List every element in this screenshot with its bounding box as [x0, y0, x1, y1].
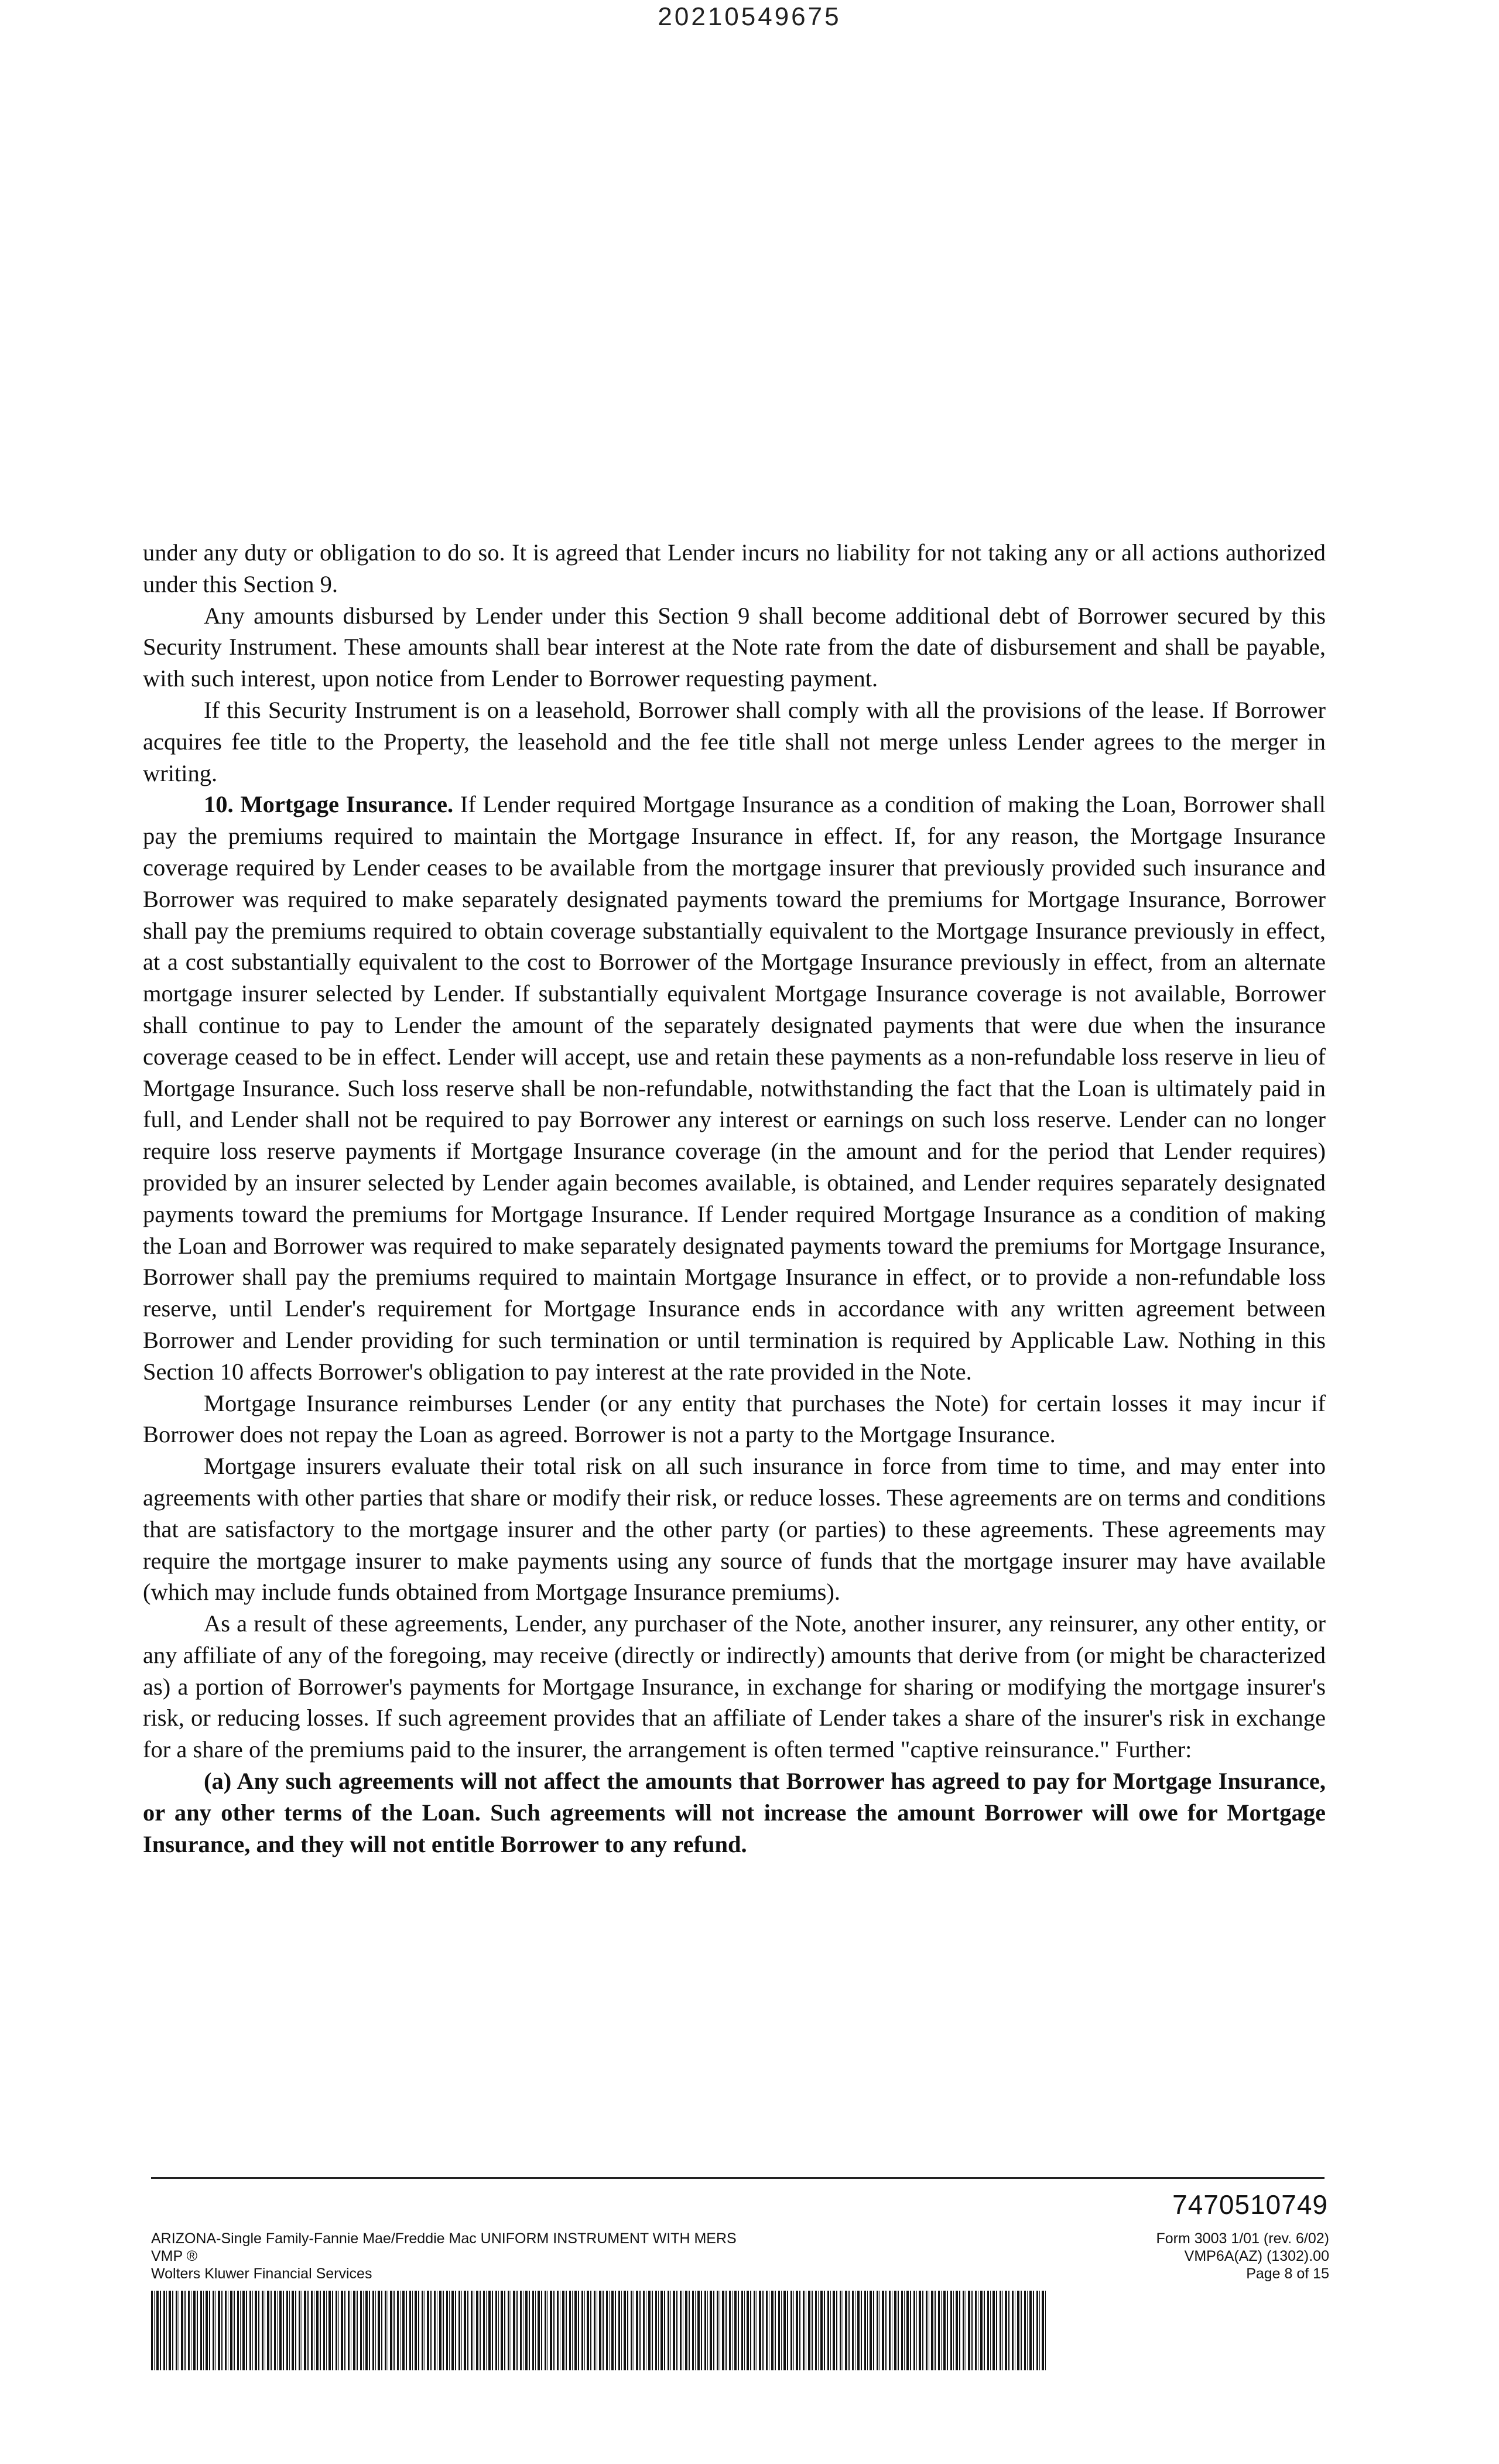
vmp-mark: VMP ®	[151, 2248, 198, 2264]
footer-divider	[151, 2177, 1325, 2179]
document-number: 20210549675	[658, 2, 841, 31]
section-10-text: If Lender required Mortgage Insurance as a condition of making the Loan, Borrower shall pay the premiums required to maintain the Mortgage Insurance in effect. If, for any reason, the Mortgage Insurance coverage required by Lender ceases to be available from the mortgage insurer that previously provided such insurance and Borrower was required to make separately designated payments toward the premiums for Mortgage Insurance, Borrower shall pay the premiums required to obtain coverage substantially equivalent to the Mortgage Insurance previously in effect, at a cost substantially equivalent to the cost to Borrower of the Mortgage Insurance previously in effect, from an alternate mortgage insurer selected by Lender. If substantially equivalent Mortgage Insurance coverage is not available, Borrower shall continue to pay to Lender the amount of the separately designated payments that were due when the insurance coverage ceased to be in effect. Lender will accept, use and retain these payments as a non-refundable loss reserve in lieu of Mortgage Insurance. Such loss reserve shall be non-refundable, notwithstanding the fact that the Loan is ultimately paid in full, and Lender shall not be required to pay Borrower any interest or earnings on such loss reserve. Lender can no longer require loss reserve payments if Mortgage Insurance coverage (in the amount and for the period that Lender requires) provided by an insurer selected by Lender again becomes available, is obtained, and Lender requires separately designated payments toward the premiums for Mortgage Insurance. If Lender required Mortgage Insurance as a condition of making the Loan and Borrower was required to make separately designated payments toward the premiums for Mortgage Insurance, Borrower shall pay the premiums required to maintain Mortgage Insurance in effect, or to provide a non-refundable loss reserve, until Lender's requirement for Mortgage Insurance ends in accordance with any written agreement between Borrower and Lender providing for such termination or until termination is required by Applicable Law. Nothing in this Section 10 affects Borrower's obligation to pay interest at the rate provided in the Note.	[143, 791, 1326, 1385]
document-body	[143, 537, 1326, 1860]
section-10-heading: 10. Mortgage Insurance.	[204, 791, 454, 818]
paragraph: As a result of these agreements, Lender, any purchaser of the Note, another insurer, any reinsurer, any other entity, or any affiliate of any of the foregoing, may receive (directly or indirectly) amounts that derive from (or might be characterized as) a portion of Borrower's payments for Mortgage Insurance, in exchange for sharing or modifying the mortgage insurer's risk, or reducing losses. If such agreement provides that an affiliate of Lender takes a share of the insurer's risk in exchange for a share of the premiums paid to the insurer, the arrangement is often termed "captive reinsurance." Further:	[143, 1610, 1326, 1763]
form-title: ARIZONA-Single Family-Fannie Mae/Freddie Mac UNIFORM INSTRUMENT WITH MERS	[151, 2230, 737, 2247]
form-number: Form 3003 1/01 (rev. 6/02)	[1156, 2230, 1329, 2247]
paragraph: under any duty or obligation to do so. It is agreed that Lender incurs no liability for not taking any or all actions authorized under this Section 9.	[143, 539, 1326, 597]
paragraph-a-bold: (a) Any such agreements will not affect the amounts that Borrower has agreed to pay for Mortgage Insurance, or any other terms of the Loan. Such agreements will not increase the amount Borrower will owe for Mortgage Insurance, and they will not entitle Borrower to any refund.	[143, 1768, 1326, 1857]
footer-form-info	[151, 2230, 737, 2282]
section-10-paragraph	[143, 789, 1326, 1387]
page-label: Page 8 of 15	[1246, 2265, 1329, 2282]
loan-number: 7470510749	[1172, 2189, 1328, 2220]
barcode	[151, 2291, 1046, 2370]
paragraph: Any amounts disbursed by Lender under this Section 9 shall become additional debt of Borrower secured by this Security Instrument. These amounts shall bear interest at the Note rate from the date of disbursement and shall be payable, with such interest, upon notice from Lender to Borrower requesting payment.	[143, 602, 1326, 692]
paragraph: If this Security Instrument is on a leasehold, Borrower shall comply with all the provisions of the lease. If Borrower acquires fee title to the Property, the leasehold and the fee title shall not merge unless Lender agrees to the merger in writing.	[143, 696, 1326, 786]
form-code: VMP6A(AZ) (1302).00	[1184, 2248, 1329, 2264]
footer-form-codes	[1156, 2230, 1329, 2282]
paragraph: Mortgage insurers evaluate their total risk on all such insurance in force from time to time, and may enter into agreements with other parties that share or modify their risk, or reduce losses. These agreements are on terms and conditions that are satisfactory to the mortgage insurer and the other party (or parties) to these agreements. These agreements may require the mortgage insurer to make payments using any source of funds that the mortgage insurer may have available (which may include funds obtained from Mortgage Insurance premiums).	[143, 1453, 1326, 1606]
paragraph: Mortgage Insurance reimburses Lender (or any entity that purchases the Note) for certain losses it may incur if Borrower does not repay the Loan as agreed. Borrower is not a party to the Mortgage Insurance.	[143, 1390, 1326, 1448]
publisher: Wolters Kluwer Financial Services	[151, 2265, 372, 2282]
